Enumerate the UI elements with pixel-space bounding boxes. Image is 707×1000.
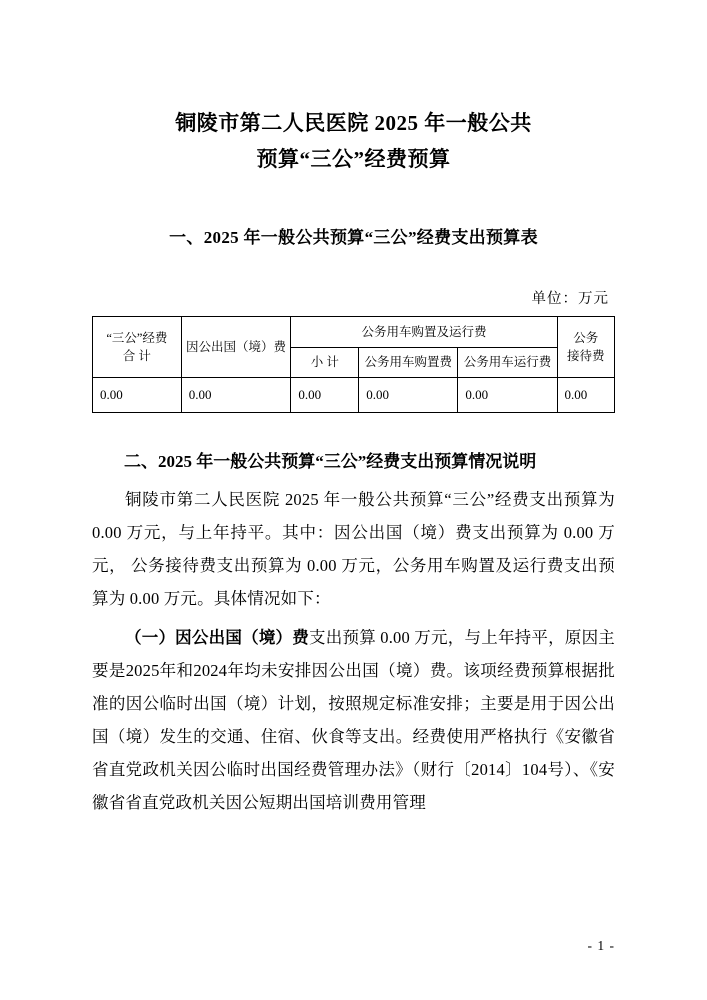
- cell-total: 0.00: [93, 378, 182, 413]
- table-header-row-1: [93, 317, 615, 348]
- header-total-line-1: “三公”经费: [106, 331, 168, 345]
- cell-vehicle-subtotal: 0.00: [291, 378, 359, 413]
- header-vehicle-group: 公务用车购置及运行费: [291, 317, 557, 348]
- header-total-line-2: 合 计: [122, 349, 151, 363]
- header-abroad: 因公出国（境）费: [181, 317, 291, 378]
- table-row: [93, 378, 615, 413]
- cell-vehicle-purchase: 0.00: [359, 378, 458, 413]
- header-reception-line-1: 公务: [573, 331, 599, 345]
- header-reception: [557, 317, 614, 378]
- header-vehicle-operation: 公务用车运行费: [458, 347, 557, 378]
- page-title: [92, 105, 615, 177]
- unit-label: 单位：万元: [531, 291, 609, 307]
- paragraph-abroad-expense-label: （一）因公出国（境）费: [125, 628, 310, 647]
- section-heading-1: 一、2025 年一般公共预算“三公”经费支出预算表: [169, 228, 538, 247]
- paragraph-abroad-expense: [92, 621, 615, 819]
- page-title-line-2: 预算“三公”经费预算: [256, 147, 451, 171]
- paragraph-overview: 铜陵市第二人民医院 2025 年一般公共预算“三公”经费支出预算为 0.00 万元，与上年持平。其中：因公出国（境）费支出预算为 0.00 万元， 公务接待费支出预算为 0.00 万元，公务用车购置及运行费支出预算为 0.00 万元。具体情况如下：: [92, 490, 615, 608]
- cell-reception: 0.00: [557, 378, 614, 413]
- paragraph-abroad-expense-text: 支出预算 0.00 万元，与上年持平，原因主要是2025年和2024年均未安排因公出国（境）费。该项经费预算根据批准的因公临时出国（境）计划，按照规定标准安排；主要是用于因公出国（境）发生的交通、住宿、伙食等支出。经费使用严格执行《安徽省省直党政机关因公临时出国经费管理办法》（财行〔2014〕104号）、《安徽省省直党政机关因公短期出国培训费用管理: [92, 628, 616, 812]
- header-reception-line-2: 接待费: [567, 349, 605, 363]
- cell-vehicle-operation: 0.00: [458, 378, 557, 413]
- cell-abroad: 0.00: [181, 378, 291, 413]
- header-total: [93, 317, 182, 378]
- page-title-line-1: 铜陵市第二人民医院 2025 年一般公共: [175, 111, 532, 135]
- section-heading-2: 二、2025 年一般公共预算“三公”经费支出预算情况说明: [124, 452, 537, 471]
- header-vehicle-purchase: 公务用车购置费: [359, 347, 458, 378]
- page-number: - 1 -: [587, 938, 615, 953]
- header-vehicle-subtotal: 小 计: [291, 347, 359, 378]
- budget-table: [92, 316, 615, 413]
